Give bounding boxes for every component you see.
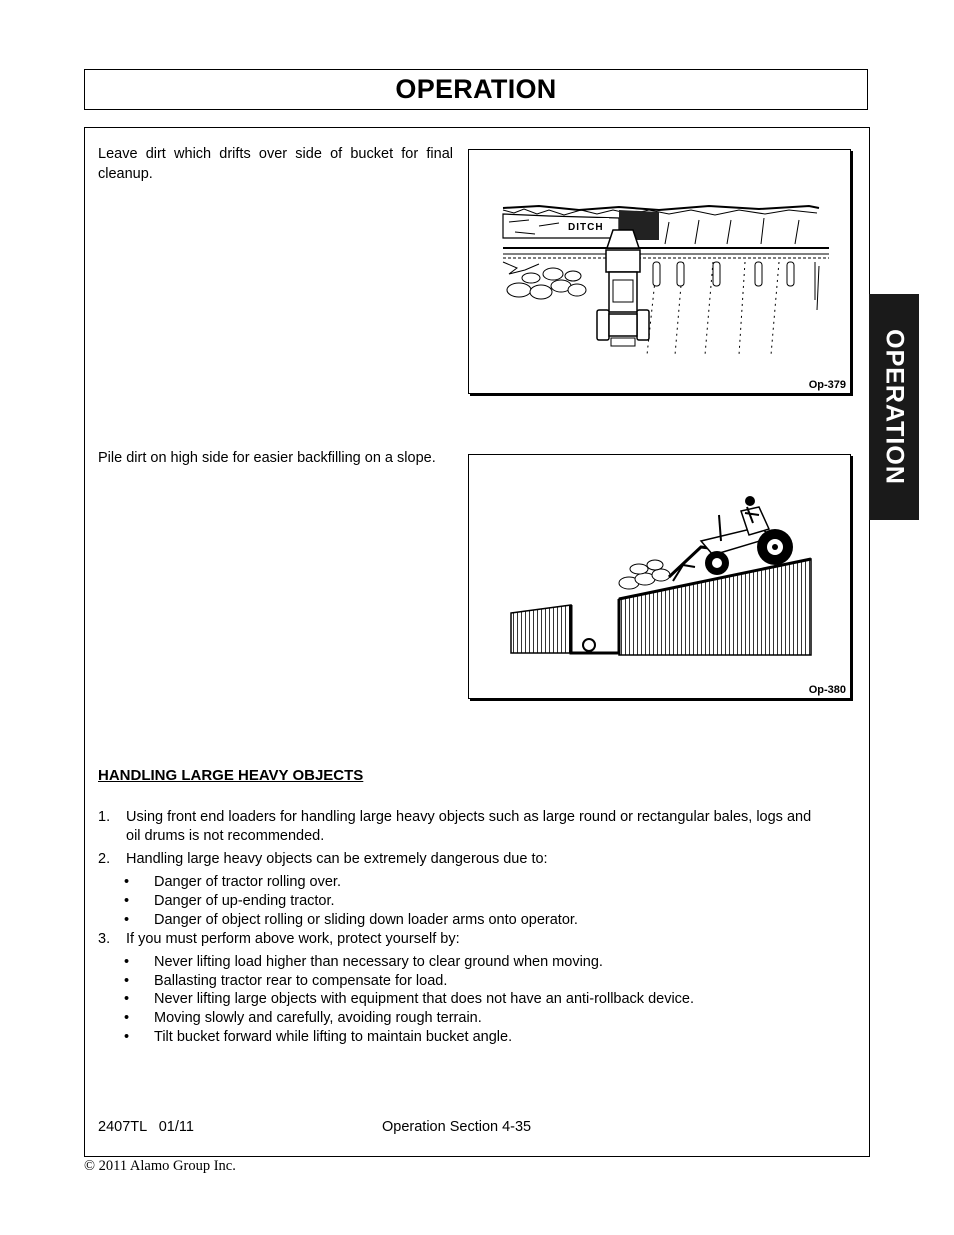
bullet-text: Tilt bucket forward while lifting to maintain bucket angle. (154, 1029, 513, 1045)
page-header (84, 69, 868, 110)
list-text: If you must perform above work, protect yourself by: (126, 931, 460, 947)
slope-drawing (469, 455, 852, 700)
ditch-cleanup-instruction: Leave dirt which drifts over side of bucket for final cleanup. (98, 146, 453, 182)
list-text-line2: oil drums is not recommended. (126, 828, 325, 844)
bullet-text: Never lifting large objects with equipment that does not have an anti-rollback device. (154, 991, 695, 1007)
list-number: 1. (98, 809, 111, 825)
slope-illustration (468, 454, 851, 699)
footer-model-date: 2407TL 01/11 (98, 1119, 194, 1135)
bullet-text: Danger of object rolling or sliding down loader arms onto operator. (154, 912, 578, 928)
section-side-tab (869, 294, 919, 520)
list-item-2 (98, 850, 868, 870)
list-item-3 (98, 930, 868, 950)
backfill-slope-instruction: Pile dirt on high side for easier backfilling on a slope. (98, 450, 436, 466)
list-text: Handling large heavy objects can be extremely dangerous due to: (126, 851, 548, 867)
copyright-notice: © 2011 Alamo Group Inc. (84, 1158, 236, 1174)
list-number: 2. (98, 851, 111, 867)
ditch-illustration (468, 149, 851, 394)
bullet-text: Danger of tractor rolling over. (154, 874, 341, 890)
footer-page-number: Operation Section 4-35 (382, 1119, 532, 1135)
bullet-text: Never lifting load higher than necessary to clear ground when moving. (154, 954, 603, 970)
ditch-drawing (469, 150, 852, 395)
list-text-line1: Using front end loaders for handling large heavy objects such as large round or rectangular bales, logs and (126, 809, 812, 825)
bullet-text: Moving slowly and carefully, avoiding rough terrain. (154, 1010, 482, 1026)
page-title: OPERATION (395, 74, 557, 104)
ditch-label: DITCH (568, 222, 604, 233)
list-number: 3. (98, 931, 111, 947)
list-item-1 (98, 808, 868, 848)
bullet-text: Ballasting tractor rear to compensate for load. (154, 973, 448, 989)
bullet-text: Danger of up-ending tractor. (154, 893, 335, 909)
figure-label-op379: Op-379 (808, 379, 846, 391)
figure-label-op380: Op-380 (808, 684, 846, 696)
section-heading-heavy-objects: HANDLING LARGE HEAVY OBJECTS (98, 767, 364, 784)
side-tab-label: OPERATION (880, 329, 909, 485)
